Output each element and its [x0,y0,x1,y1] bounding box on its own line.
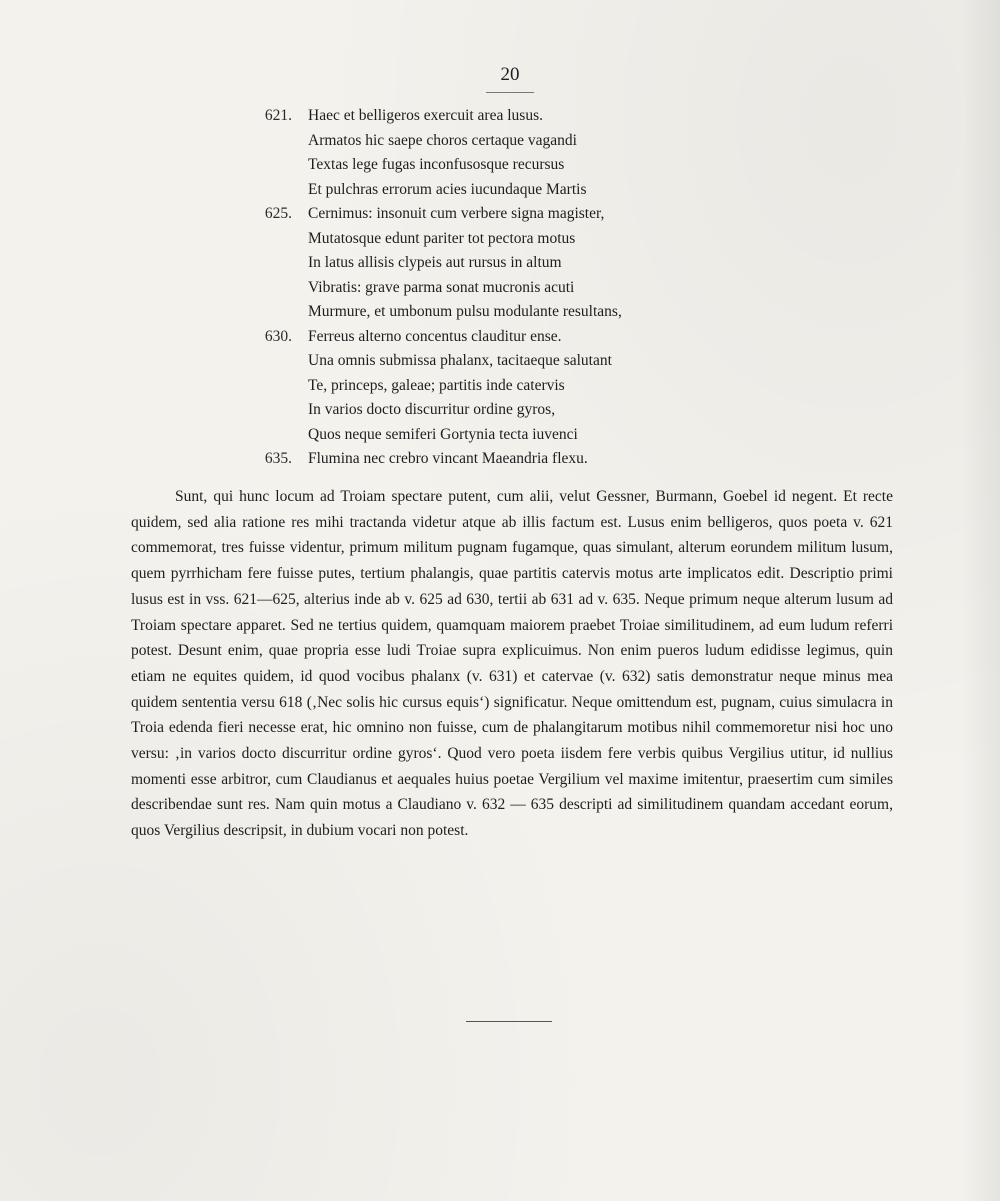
verse-text: In varios docto discurritur ordine gyros, [308,401,556,418]
verse-line [230,325,750,350]
verse-line [230,349,750,374]
verse-number: 625. [264,205,292,222]
verse-line [230,153,750,178]
verse-text: Murmure, et umbonum pulsu modulante resultans, [308,303,622,320]
verse-line [230,374,750,399]
verse-line [230,129,750,154]
verse-number: 621. [264,107,292,124]
verse-text: Vibratis: grave parma sonat mucronis acuti [308,278,575,296]
page-number: 20 [500,64,520,85]
verse-line [230,202,750,227]
verse-line [230,447,750,472]
verse-line [230,251,750,276]
verse-line [230,104,750,129]
verse-text: Armatos hic saepe choros certaque vagandi [308,131,577,149]
verse-text: Flumina nec crebro vincant Maeandria flexu. [308,450,588,467]
verse-line [230,227,750,252]
verse-text: Mutatosque edunt pariter tot pectora motus [308,229,576,247]
verse-text: Haec et belligeros exercuit area lusus. [308,107,543,124]
verse-line [230,398,750,423]
verse-text: Cernimus: insonuit cum verbere signa magister, [308,205,605,222]
verse-line [230,423,750,448]
verse-line [230,300,750,325]
verse-text: Una omnis submissa phalanx, tacitaeque salutant [308,352,612,369]
page-number-rule [486,92,534,93]
prose-paragraph: Sunt, qui hunc locum ad Troiam spectare putent, cum alii, velut Gessner, Burmann, Goebel id negent. Et recte quidem, sed alia ratione res mihi tractanda videtur atque ab illis factum est. Lusus enim belligeros, quos poeta v. 621 commemorat, tres fuisse videntur, primum militum pugnam fugamque, quas simulant, alterum eorundem militum lusum, quem pyrrhicham fere fuisse putes, tertium phalangis, quae partitis catervis motus arte implicatos edit. Descriptio primi lusus est in vss. 621—625, alterius inde ab v. 625 ad 630, tertii ab 631 ad v. 635. Neque primum neque alterum lusum ad Troiam spectare apparet. Sed ne tertius quidem, quamquam maiorem praebet Troiae similitudinem, ad eum ludum referri potest. Desunt enim, quae propria esse ludi Troiae supra explicuimus. Non enim pueros ludum edidisse legimus, quin etiam ne equites quidem, id quod vocibus phalanx (v. 631) et catervae (v. 632) satis demonstratur neque minus mea quidem sententia versu 618 (‚Nec solis hic cursus equis‘) significatur. Neque omittendum est, pugnam, cuius simulacra in Troia edenda fieri necesse erat, hic omnino non fuisse, cum de phalangitarum motibus nihil commemoretur nisi hoc uno versu: ‚in varios docto discurritur ordine gyros‘. Quod vero poeta iisdem fere verbis quibus Vergilius utitur, id nullius momenti esse arbitror, cum Claudianus et aequales huius poetae Vergilium vel maxime imitentur, praesertim cum similes describendae sunt res. Nam quin motus a Claudiano v. 632 — 635 descripti ad similitudinem quandam accedant eorum, quos Vergilius descripsit, in dubium vocari non potest. [131,488,893,840]
verse-text: Te, princeps, galeae; partitis inde catervis [308,376,565,394]
verse-number: 630. [264,327,292,345]
verse-text: Et pulchras errorum acies iucundaque Martis [308,180,587,198]
verse-line [230,276,750,301]
verse-text: In latus allisis clypeis aut rursus in altum [308,254,562,271]
page-edge-shadow [960,0,1000,1201]
verse-line [230,178,750,203]
verse-text: Quos neque semiferi Gortynia tecta iuvenci [308,425,578,443]
verse-block [230,104,750,472]
verse-text: Ferreus alterno concentus clauditur ense. [308,327,562,345]
verse-text: Textas lege fugas inconfusosque recursus [308,156,565,173]
footnote-separator-rule [466,1021,552,1022]
verse-number: 635. [264,450,292,467]
